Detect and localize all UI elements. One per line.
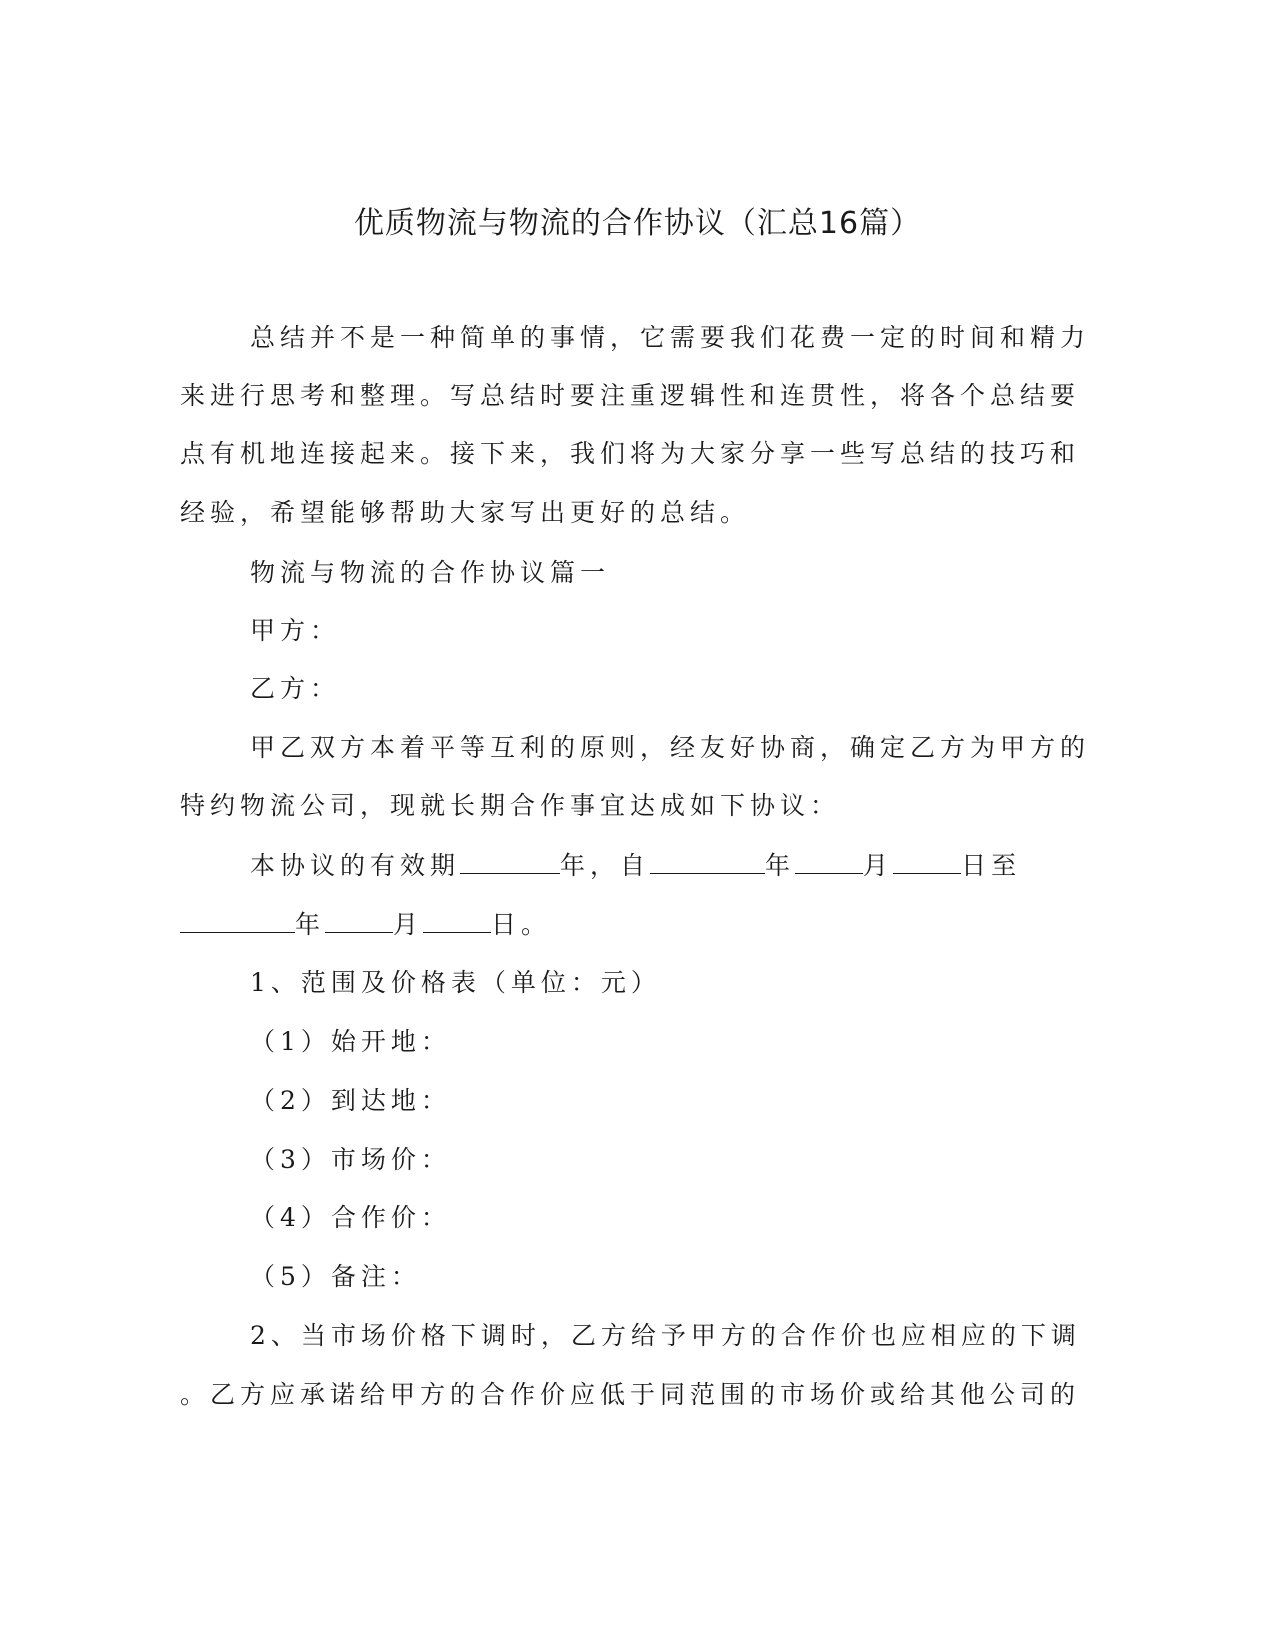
- party-b-label: 乙方：: [250, 674, 341, 703]
- intro-line-4: 经验，希望能够帮助大家写出更好的总结。: [180, 498, 751, 527]
- clause-1-heading: 1、范围及价格表（单位：元）: [250, 968, 661, 997]
- intro-line-3: 点有机地连接起来。接下来，我们将为大家分享一些写总结的技巧和: [180, 439, 1081, 468]
- clause-1-item: （5）备注：: [250, 1262, 421, 1291]
- validity-prefix: 本协议的有效期: [250, 851, 461, 880]
- clause-1-item: （3）市场价：: [250, 1145, 451, 1174]
- clause-2-line-1: 2、当市场价格下调时，乙方给予甲方的合作价也应相应的下调: [250, 1321, 1081, 1350]
- preamble-line-2: 特约物流公司，现就长期合作事宜达成如下协议：: [180, 791, 841, 820]
- preamble-line-1: 甲乙双方本着平等互利的原则，经友好协商，确定乙方为甲方的: [250, 733, 1091, 762]
- blank-start-day-field[interactable]: [893, 845, 961, 874]
- validity-line-2: [180, 904, 551, 945]
- intro-line-2: 来进行思考和整理。写总结时要注重逻辑性和连贯性，将各个总结要: [180, 381, 1081, 410]
- blank-start-year-field[interactable]: [650, 845, 765, 874]
- validity-year-label: 年: [765, 851, 796, 880]
- validity-end-month-label: 月: [393, 910, 424, 939]
- blank-end-month-field[interactable]: [325, 904, 393, 933]
- party-a-label: 甲方：: [250, 616, 341, 645]
- validity-line-1: [250, 845, 1021, 886]
- validity-end-day-label: 日。: [491, 910, 552, 939]
- clause-1-item: （1）始开地：: [250, 1027, 451, 1056]
- blank-duration-field[interactable]: [460, 845, 560, 874]
- blank-start-month-field[interactable]: [795, 845, 863, 874]
- validity-day-to: 日至: [961, 851, 1022, 880]
- clause-1-item: （4）合作价：: [250, 1203, 451, 1232]
- document-title: 优质物流与物流的合作协议（汇总16篇）: [353, 206, 922, 241]
- validity-month-label: 月: [863, 851, 894, 880]
- blank-end-year-field[interactable]: [180, 904, 295, 933]
- intro-line-1: 总结并不是一种简单的事情，它需要我们花费一定的时间和精力: [250, 323, 1091, 352]
- validity-year-from: 年，自: [560, 851, 651, 880]
- clause-1-item: （2）到达地：: [250, 1086, 451, 1115]
- section-heading: 物流与物流的合作协议篇一: [250, 558, 611, 587]
- clause-2-line-2: 。乙方应承诺给甲方的合作价应低于同范围的市场价或给其他公司的: [180, 1380, 1081, 1409]
- validity-end-year-label: 年: [295, 910, 326, 939]
- blank-end-day-field[interactable]: [423, 904, 491, 933]
